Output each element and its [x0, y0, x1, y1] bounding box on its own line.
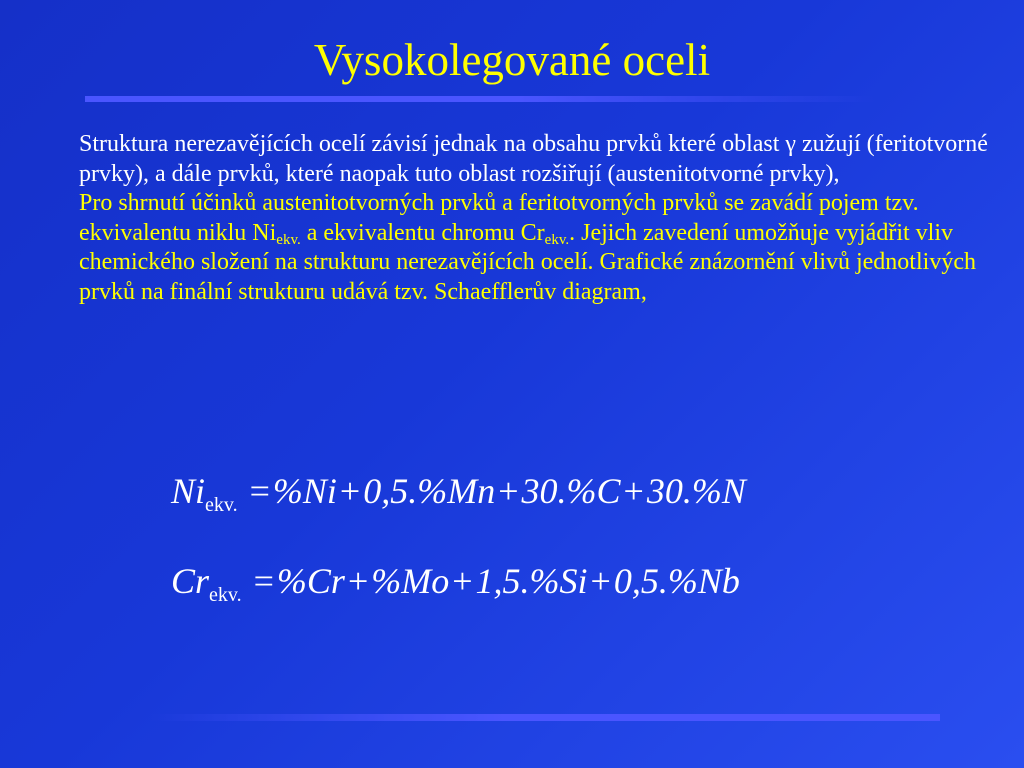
- paragraph-equivalents-part2: a ekvivalentu chromu Cr: [300, 219, 545, 246]
- eq1-lhs-subscript: ekv.: [205, 494, 238, 516]
- ni-subscript: ekv.: [276, 231, 301, 248]
- eq1-plus2: +: [498, 471, 519, 511]
- slide-title: Vysokolegované oceli: [313, 35, 711, 85]
- eq2-lhs-subscript: ekv.: [209, 584, 242, 606]
- title-divider: [85, 96, 875, 102]
- paragraph-equivalents-part1: Pro shrnutí účinků austenitotvorných prvků a feritotvorných prvků se zavádí pojem tzv. ekvivalentu niklu Ni: [79, 190, 919, 246]
- eq1-term3: 30.%C: [521, 471, 621, 511]
- eq2-term3: 1,5.%Si: [475, 561, 588, 601]
- eq1-lhs: Ni: [171, 471, 206, 511]
- footer-divider: [150, 714, 940, 721]
- eq1-term1: %Ni: [272, 471, 337, 511]
- paragraph-equivalents: [79, 189, 999, 307]
- eq2-term1: %Cr: [276, 561, 345, 601]
- paragraph-structure: Struktura nerezavějících ocelí závisí jednak na obsahu prvků které oblast γ zužují (feritotvorné prvky), a dále prvků, které naopak tuto oblast rozšiřují (austenitotvorné prvky),: [79, 131, 988, 187]
- cr-subscript: ekv.: [544, 231, 570, 248]
- eq1-plus3: +: [623, 471, 644, 511]
- eq2-lhs: Cr: [171, 561, 210, 601]
- equation-ni-equivalent: [171, 470, 746, 517]
- paragraph-equivalents-part3: . Jejich zavedení umožňuje vyjádřit vliv chemického složení na strukturu nerezavějících ocelí. Grafické znázornění vlivů jednotlivých prvků na finální strukturu udává tzv. Schaefflerův diagram,: [79, 219, 976, 305]
- eq2-plus1: +: [347, 561, 369, 601]
- eq1-equals: =: [249, 471, 270, 511]
- eq2-term2: %Mo: [371, 561, 450, 601]
- eq1-term4: 30.%N: [646, 471, 746, 511]
- eq1-plus1: +: [339, 471, 361, 511]
- slide-body: [79, 130, 999, 308]
- equation-cr-equivalent: [171, 560, 740, 607]
- eq2-equals: =: [253, 561, 274, 601]
- eq2-plus2: +: [452, 561, 473, 601]
- eq2-term4: 0,5.%Nb: [613, 561, 740, 601]
- eq2-plus3: +: [590, 561, 611, 601]
- eq1-term2: 0,5.%Mn: [363, 471, 496, 511]
